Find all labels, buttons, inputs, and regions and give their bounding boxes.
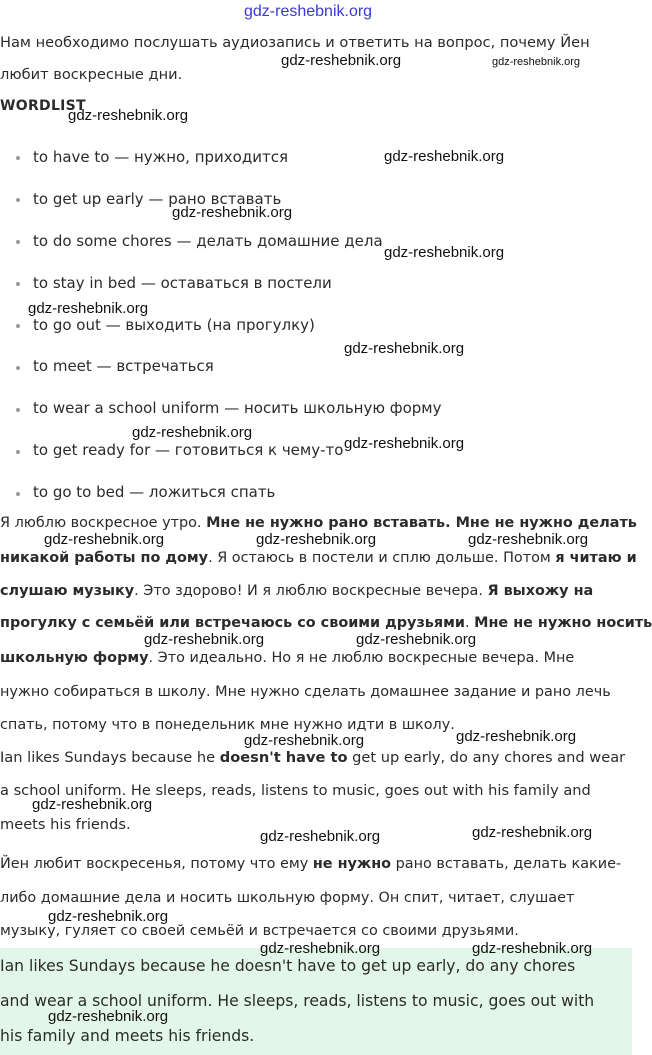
bullet-icon	[16, 450, 20, 454]
bullet-icon	[16, 198, 20, 202]
list-item: to stay in bed — оставаться в постели	[33, 274, 332, 292]
watermark: gdz-reshebnik.org	[48, 1008, 169, 1025]
bullet-icon	[16, 366, 20, 370]
watermark: gdz-reshebnik.org	[28, 300, 149, 317]
translation-line: школьную форму. Это идеально. Но я не люблю воскресные вечера. Мне	[0, 650, 575, 666]
bullet-icon	[16, 492, 20, 496]
translation-line: прогулку с семьёй или встречаюсь со своими друзьями. Мне не нужно носить	[0, 615, 652, 631]
watermark: gdz-reshebnik.org	[32, 796, 153, 813]
watermark: gdz-reshebnik.org	[468, 531, 589, 548]
answer-line: Йен любит воскресенья, потому что ему не нужно рано вставать, делать какие-	[0, 856, 622, 872]
translation-line: никакой работы по дому. Я остаюсь в постели и сплю дольше. Потом я читаю и	[0, 550, 637, 566]
answer-line: музыку, гуляет со своей семьёй и встречается со своими друзьями.	[0, 923, 519, 939]
translation-line: слушаю музыку. Это здорово! И я люблю воскресные вечера. Я выхожу на	[0, 583, 594, 599]
watermark: gdz-reshebnik.org	[456, 728, 577, 745]
list-item: to get up early — рано вставать	[33, 190, 282, 208]
list-item: to do some chores — делать домашние дела	[33, 232, 383, 250]
watermark: gdz-reshebnik.org	[172, 204, 293, 221]
bullet-icon	[16, 156, 20, 160]
bullet-icon	[16, 282, 20, 286]
watermark: gdz-reshebnik.org	[260, 828, 381, 845]
watermark: gdz-reshebnik.org	[281, 52, 402, 69]
watermark: gdz-reshebnik.org	[344, 435, 465, 452]
intro-line-2: любит воскресные дни.	[0, 66, 183, 83]
watermark-top: gdz-reshebnik.org	[244, 3, 373, 20]
watermark: gdz-reshebnik.org	[68, 107, 189, 124]
watermark: gdz-reshebnik.org	[384, 148, 505, 165]
watermark: gdz-reshebnik.org	[356, 631, 477, 648]
list-item: to wear a school uniform — носить школьную форму	[33, 399, 442, 417]
final-answer-line: Ian likes Sundays because he doesn't have to get up early, do any chores	[0, 957, 576, 975]
watermark: gdz-reshebnik.org	[492, 56, 581, 68]
bullet-icon	[16, 324, 20, 328]
bullet-icon	[16, 408, 20, 412]
watermark: gdz-reshebnik.org	[472, 824, 593, 841]
intro-line-1: Нам необходимо послушать аудиозапись и ответить на вопрос, почему Йен	[0, 34, 590, 51]
answer-line: Ian likes Sundays because he doesn't have to get up early, do any chores and wear	[0, 749, 626, 766]
watermark: gdz-reshebnik.org	[132, 424, 253, 441]
answer-line: meets his friends.	[0, 816, 131, 833]
list-item: to meet — встречаться	[33, 357, 214, 375]
list-item: to get ready for — готовиться к чему-то	[33, 441, 344, 459]
answer-line: либо домашние дела и носить школьную форму. Он спит, читает, слушает	[0, 890, 575, 906]
list-item: to go to bed — ложиться спать	[33, 483, 276, 501]
translation-line: Я люблю воскресное утро. Мне не нужно рано вставать. Мне не нужно делать	[0, 515, 637, 531]
final-answer-line: his family and meets his friends.	[0, 1027, 255, 1045]
final-answer-line: and wear a school uniform. He sleeps, reads, listens to music, goes out with	[0, 992, 595, 1010]
watermark: gdz-reshebnik.org	[144, 631, 265, 648]
translation-line: нужно собираться в школу. Мне нужно сделать домашнее задание и рано лечь	[0, 684, 611, 700]
translation-line: спать, потому что в понедельник мне нужно идти в школу.	[0, 717, 455, 733]
watermark: gdz-reshebnik.org	[344, 340, 465, 357]
bullet-icon	[16, 240, 20, 244]
wordlist-title: WORDLIST	[0, 98, 86, 114]
watermark: gdz-reshebnik.org	[472, 940, 593, 957]
list-item: to go out — выходить (на прогулку)	[33, 316, 315, 334]
watermark: gdz-reshebnik.org	[44, 531, 165, 548]
watermark: gdz-reshebnik.org	[256, 531, 377, 548]
watermark: gdz-reshebnik.org	[384, 244, 505, 261]
watermark: gdz-reshebnik.org	[244, 732, 365, 749]
watermark: gdz-reshebnik.org	[48, 908, 169, 925]
answer-line: a school uniform. He sleeps, reads, listens to music, goes out with his family and	[0, 782, 591, 799]
watermark: gdz-reshebnik.org	[260, 940, 381, 957]
list-item: to have to — нужно, приходится	[33, 148, 288, 166]
